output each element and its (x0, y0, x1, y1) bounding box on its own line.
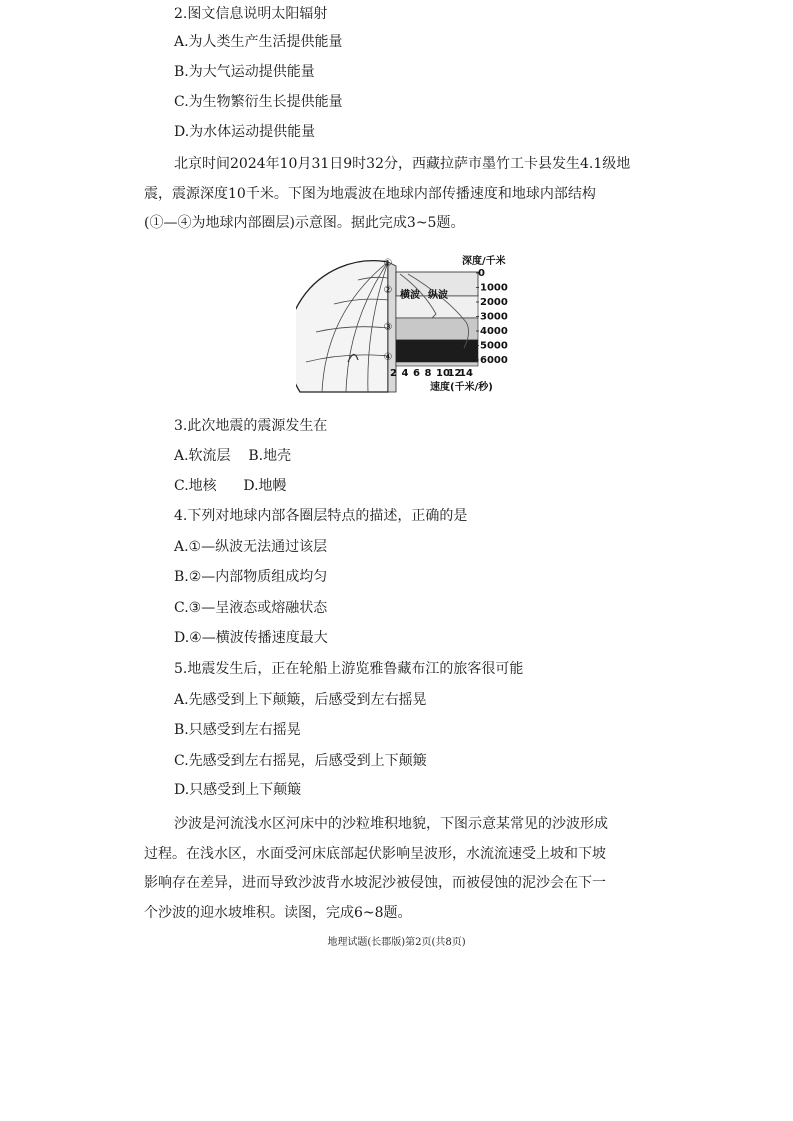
layer-marker-3: ③ (383, 322, 393, 333)
q2-option-d: D.为水体运动提供能量 (174, 124, 316, 140)
intro2-line-2: 过程。在浅水区，水面受河床底部起伏影响呈波形，水流流速受上坡和下坡 (144, 846, 606, 862)
interior-layers-panel (396, 272, 478, 366)
globe-cutaway-illustration (296, 261, 396, 392)
q4-stem: 4.下列对地球内部各圈层特点的描述，正确的是 (174, 508, 468, 524)
q3-options-row-2: C.地核 D.地幔 (174, 478, 287, 494)
depth-tick-label: 3000 (480, 311, 508, 323)
speed-tick-label: 10 (436, 368, 450, 379)
page-footer: 地理试题(长郡版)第2页(共8页) (327, 937, 466, 948)
layer-marker-1: ① (383, 258, 393, 269)
depth-tick-label: 5000 (480, 340, 508, 352)
depth-tick-label: 4000 (480, 326, 508, 337)
speed-tick-label: 4 (401, 368, 409, 379)
layer-marker-4: ④ (383, 352, 393, 363)
intro1-line-3: (①—④为地球内部圈层)示意图。据此完成3~5题。 (144, 215, 465, 231)
q2-option-c: C.为生物繁衍生长提供能量 (174, 94, 343, 110)
intro1-line-1: 北京时间2024年10月31日9时32分，西藏拉萨市墨竹工卡县发生4.1级地 (174, 156, 631, 172)
depth-axis-label: 深度/千米 (462, 256, 506, 267)
earth-interior-figure (296, 252, 526, 397)
depth-axis-ticks (476, 268, 508, 366)
q2-stem: 2.图文信息说明太阳辐射 (174, 6, 328, 22)
speed-axis-ticks (390, 368, 473, 379)
q4-option-d: D.④—横波传播速度最大 (174, 630, 328, 646)
speed-tick-label: 2 (390, 368, 397, 379)
speed-axis-label: 速度(千米/秒) (430, 382, 493, 393)
q4-option-c: C.③—呈液态或熔融状态 (174, 600, 328, 616)
wave-label-s: 横波 (400, 290, 420, 301)
q5-option-b: B.只感受到左右摇晃 (174, 722, 301, 738)
speed-tick-label: 8 (424, 368, 432, 379)
q2-option-b: B.为大气运动提供能量 (174, 64, 315, 80)
layer-marker-2: ② (383, 285, 393, 296)
q5-option-d: D.只感受到上下颠簸 (174, 782, 302, 798)
q4-option-a: A.①—纵波无法通过该层 (174, 539, 328, 555)
intro1-line-2: 震，震源深度10千米。下图为地震波在地球内部传播速度和地球内部结构 (144, 186, 596, 202)
q3-stem: 3.此次地震的震源发生在 (174, 418, 328, 434)
q4-option-b: B.②—内部物质组成均匀 (174, 569, 328, 585)
wave-label-p: 纵波 (428, 290, 448, 301)
speed-tick-label: 14 (459, 368, 473, 379)
depth-tick-label: 1000 (480, 282, 508, 294)
intro2-line-1: 沙波是河流浅水区河床中的沙粒堆积地貌，下图示意某常见的沙波形成 (174, 816, 608, 832)
intro2-line-4: 个沙波的迎水坡堆积。读图，完成6~8题。 (144, 905, 412, 921)
q5-stem: 5.地震发生后，正在轮船上游览雅鲁藏布江的旅客很可能 (174, 661, 524, 677)
q5-option-a: A.先感受到上下颠簸，后感受到左右摇晃 (174, 692, 427, 708)
intro2-line-3: 影响存在差异，进而导致沙波背水坡泥沙被侵蚀，而被侵蚀的泥沙会在下一 (144, 875, 606, 891)
speed-tick-label: 6 (413, 368, 420, 379)
q3-options-row-1: A.软流层 B.地壳 (174, 448, 292, 464)
depth-tick-label: 0 (478, 268, 485, 279)
speed-tick-label: 12 (447, 368, 462, 379)
depth-tick-label: 6000 (480, 355, 508, 366)
q2-option-a: A.为人类生产生活提供能量 (174, 34, 343, 50)
q5-option-c: C.先感受到左右摇晃，后感受到上下颠簸 (174, 753, 427, 769)
depth-tick-label: 2000 (480, 297, 508, 308)
